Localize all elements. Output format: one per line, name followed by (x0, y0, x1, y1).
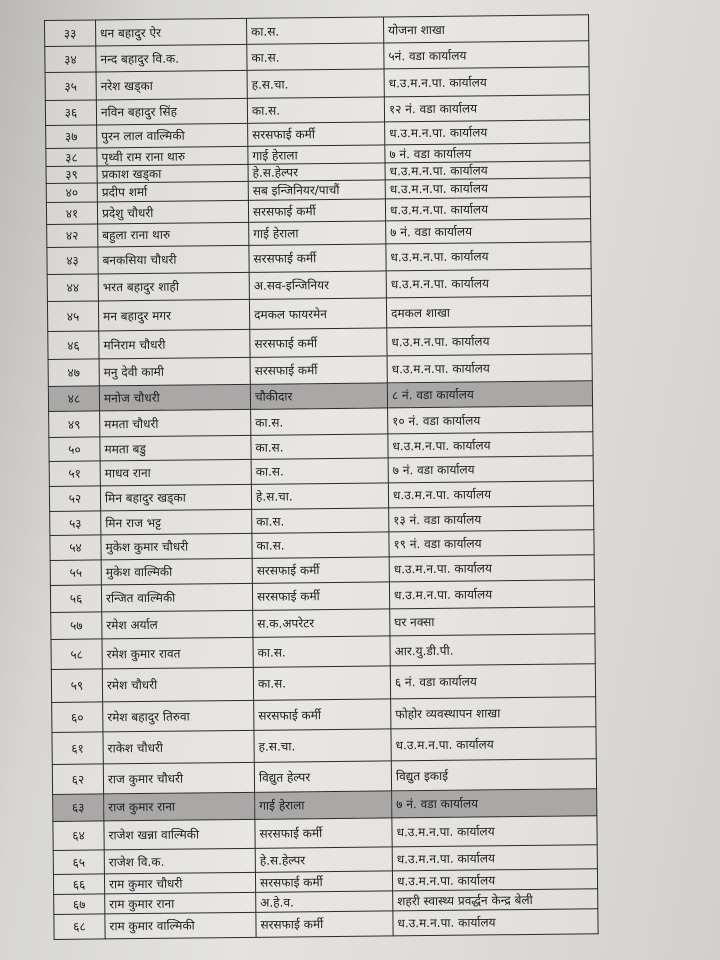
employee-name-cell: राम कुमार वाल्मिकी (105, 912, 256, 939)
position-cell: सरसफाई कर्मी (255, 871, 392, 892)
office-cell: फोहोर व्यवस्थापन शाखा (391, 697, 596, 729)
serial-number-cell: ६७ (54, 894, 105, 915)
serial-number-cell: ४१ (46, 202, 97, 225)
office-cell: दमकल शाखा (386, 296, 591, 328)
office-cell: ७ नं. वडा कार्यालय (392, 789, 597, 818)
serial-number-cell: ४९ (49, 411, 100, 438)
serial-number-cell: ५९ (51, 669, 102, 703)
position-cell: हे.स.हेल्पर (248, 163, 385, 181)
employee-name-cell: मनु देवी कामी (99, 357, 250, 386)
employee-name-cell: रमेश अर्याल (102, 610, 253, 639)
serial-number-cell: ३८ (46, 148, 97, 167)
employee-name-cell: मिन बहादुर खड्का (100, 484, 251, 511)
position-cell: सरसफाई कर्मी (249, 244, 386, 272)
table-row (54, 909, 598, 940)
employee-name-cell: रन्जित वाल्मिकी (101, 583, 252, 612)
office-cell: ध.उ.म.न.पा. कार्यालय (389, 580, 594, 609)
employee-name-cell: पृथ्वी राम राना थारु (97, 146, 248, 166)
staff-table (44, 14, 599, 940)
office-cell: ध.उ.म.न.पा. कार्यालय (385, 161, 590, 180)
serial-number-cell: ४४ (47, 274, 98, 302)
serial-number-cell: ५५ (50, 560, 101, 586)
employee-name-cell: नविन बहादुर सिंह (96, 98, 247, 125)
office-cell: ७ नं. वडा कार्यालय (386, 219, 591, 244)
employee-name-cell: मिन राज भट्ट (101, 509, 252, 535)
serial-number-cell: ६३ (53, 794, 104, 822)
position-cell: सरसफाई कर्मी (255, 818, 392, 848)
position-cell: का.स. (247, 97, 384, 123)
employee-name-cell: मन बहादुर मगर (98, 299, 249, 331)
employee-name-cell: ममता चौधरी (100, 409, 251, 437)
employee-name-cell: रमेश कुमार रावत (102, 637, 253, 669)
position-cell: हे.स.हेल्पर (255, 847, 392, 872)
serial-number-cell: ६० (52, 702, 103, 733)
employee-name-cell: बनकसिया चौधरी (98, 245, 249, 274)
position-cell: ह.स.चा. (247, 69, 384, 98)
position-cell: अ.सव-इन्जिनियर (249, 271, 386, 299)
office-cell: ध.उ.म.न.पा. कार्यालय (387, 326, 592, 356)
office-cell: १३ नं. वडा कार्यालय (389, 506, 594, 532)
serial-number-cell: ३६ (45, 100, 96, 126)
position-cell: चौकीदार (250, 383, 387, 409)
office-cell: ध.उ.म.न.पा. कार्यालय (387, 354, 592, 383)
serial-number-cell: ५२ (49, 486, 100, 512)
position-cell: का.स. (252, 508, 389, 533)
serial-number-cell: ४५ (47, 301, 98, 332)
position-cell: हे.स.चा. (251, 483, 388, 509)
employee-name-cell: भरत बहादुर शाही (98, 272, 249, 301)
employee-name-cell: प्रदेशु चौधरी (97, 200, 248, 224)
position-cell: सरसफाई कर्मी (248, 122, 385, 146)
employee-name-cell: प्रदीप शर्मा (97, 181, 248, 202)
serial-number-cell: ६६ (53, 874, 104, 895)
employee-name-cell: धन बहादुर ऐर (96, 18, 247, 46)
office-cell: ध.उ.म.न.पा. कार्यालय (385, 178, 590, 199)
office-cell: ध.उ.म.न.पा. कार्यालय (392, 869, 597, 891)
office-cell: घर नक्सा (390, 607, 595, 636)
office-cell: योजना शाखा (383, 15, 588, 43)
employee-name-cell: राम कुमार चौधरी (104, 872, 255, 894)
position-cell: का.स. (251, 408, 388, 435)
position-cell: का.स. (252, 532, 389, 558)
employee-name-cell: माधव राना (100, 459, 251, 486)
position-cell: सरसफाई कर्मी (248, 199, 385, 222)
office-cell: १९ नं. वडा कार्यालय (389, 530, 594, 557)
position-cell: गाई हेराला (249, 221, 386, 245)
office-cell: १० नं. वडा कार्यालय (388, 406, 593, 434)
office-cell: शहरी स्वास्थ्य प्रवर्द्धन केन्द्र बेली (393, 889, 598, 911)
office-cell: ७ नं. वडा कार्यालय (388, 456, 593, 483)
position-cell: का.स. (246, 17, 383, 44)
office-cell: ५नं. वडा कार्यालय (384, 41, 589, 69)
serial-number-cell: ५८ (51, 639, 102, 670)
employee-name-cell: मुकेश वाल्मिकी (101, 558, 252, 585)
serial-number-cell: ५१ (49, 461, 100, 487)
employee-name-cell: प्रकाश खड्का (97, 164, 248, 183)
employee-name-cell: राज कुमार राना (104, 792, 255, 821)
employee-name-cell: ममता बडु (100, 435, 251, 461)
office-cell: १२ नं. वडा कार्यालय (384, 95, 589, 122)
serial-number-cell: ५७ (51, 612, 102, 640)
serial-number-cell: ४६ (48, 331, 99, 360)
employee-name-cell: रमेश चौधरी (102, 667, 253, 702)
office-cell: ६ नं. वडा कार्यालय (390, 664, 595, 699)
serial-number-cell: ३९ (46, 166, 97, 184)
position-cell: सरसफाई कर्मी (256, 911, 393, 937)
position-cell: सरसफाई कर्मी (254, 699, 391, 730)
employee-name-cell: नन्द बहादुर वि.क. (96, 44, 247, 72)
office-cell: ध.उ.म.न.पा. कार्यालय (386, 269, 591, 298)
employee-name-cell: राज कुमार चौधरी (103, 762, 254, 794)
employee-name-cell: राकेश चौधरी (103, 730, 254, 764)
position-cell: का.स. (253, 636, 390, 667)
serial-number-cell: ६२ (52, 764, 103, 795)
serial-number-cell: ४७ (48, 359, 99, 387)
serial-number-cell: ६४ (53, 821, 104, 851)
serial-number-cell: ३७ (46, 125, 97, 149)
position-cell: का.स. (247, 43, 384, 70)
employee-name-cell: मनोज चौधरी (99, 384, 250, 411)
position-cell: का.स. (251, 434, 388, 459)
serial-number-cell: ४८ (48, 386, 99, 412)
employee-name-cell: बहुला राना थारु (98, 222, 249, 247)
employee-name-cell: पुरन लाल वाल्मिकी (97, 123, 248, 148)
position-cell: सरसफाई कर्मी (250, 328, 387, 357)
position-cell: सरसफाई कर्मी (252, 582, 389, 610)
office-cell: ८ नं. वडा कार्यालय (387, 381, 592, 408)
serial-number-cell: ३५ (45, 72, 96, 101)
serial-number-cell: ६८ (54, 914, 105, 940)
serial-number-cell: ४० (46, 183, 97, 203)
staff-table-body (45, 15, 599, 940)
office-cell: ध.उ.म.न.पा. कार्यालय (385, 120, 590, 145)
serial-number-cell: ३४ (45, 46, 96, 73)
employee-name-cell: रमेश बहादुर तिरुवा (103, 700, 254, 732)
employee-name-cell: राजेश खन्ना वाल्मिकी (104, 819, 255, 850)
serial-number-cell: ४३ (47, 247, 98, 275)
position-cell: स.क.अपरेटर (253, 609, 390, 637)
position-cell: विद्युत हेल्पर (254, 761, 391, 792)
office-cell: ध.उ.म.न.पा. कार्यालय (393, 909, 598, 936)
serial-number-cell: ६५ (53, 850, 104, 875)
serial-number-cell: ५४ (50, 535, 101, 561)
serial-number-cell: ६१ (52, 732, 103, 765)
employee-name-cell: राम कुमार राना (105, 892, 256, 914)
office-cell: आर.यु.डी.पी. (390, 634, 595, 666)
position-cell: अ.हे.व. (256, 891, 393, 912)
office-cell: ध.उ.म.न.पा. कार्यालय (388, 481, 593, 508)
employee-name-cell: राजेश वि.क. (104, 848, 255, 874)
employee-name-cell: मुकेश कुमार चौधरी (101, 533, 252, 560)
serial-number-cell: ५६ (50, 585, 101, 613)
position-cell: सब इन्जिनियर/पाचौं (248, 180, 385, 200)
serial-number-cell: ५० (49, 437, 100, 462)
office-cell: ध.उ.म.न.पा. कार्यालय (386, 242, 591, 271)
position-cell: सरसफाई कर्मी (250, 356, 387, 384)
document-sheet (44, 15, 562, 960)
office-cell: ध.उ.म.न.पा. कार्यालय (389, 555, 594, 582)
office-cell: ध.उ.म.न.पा. कार्यालय (392, 845, 597, 871)
position-cell: दमकल फायरमेन (249, 298, 386, 329)
serial-number-cell: ३३ (45, 20, 96, 47)
position-cell: गाई हेराला (255, 791, 392, 819)
serial-number-cell: ५३ (50, 511, 101, 536)
office-cell: ध.उ.म.न.पा. कार्यालय (392, 816, 597, 847)
position-cell: सरसफाई कर्मी (252, 557, 389, 583)
position-cell: का.स. (251, 458, 388, 484)
serial-number-cell: ४२ (47, 224, 98, 248)
position-cell: ह.स.चा. (254, 729, 391, 762)
employee-name-cell: नरेश खड्का (96, 70, 247, 100)
position-cell: गाई हेराला (248, 145, 385, 164)
employee-name-cell: मनिराम चौधरी (99, 329, 250, 359)
position-cell: का.स. (253, 666, 390, 700)
office-cell: ७ नं. वडा कार्यालय (385, 143, 590, 163)
office-cell: ध.उ.म.न.पा. कार्यालय (384, 67, 589, 97)
office-cell: ध.उ.म.न.पा. कार्यालय (391, 727, 596, 761)
office-cell: विद्युत इकाई (391, 759, 596, 791)
office-cell: ध.उ.म.न.पा. कार्यालय (388, 432, 593, 458)
office-cell: ध.उ.म.न.पा. कार्यालय (385, 197, 590, 221)
